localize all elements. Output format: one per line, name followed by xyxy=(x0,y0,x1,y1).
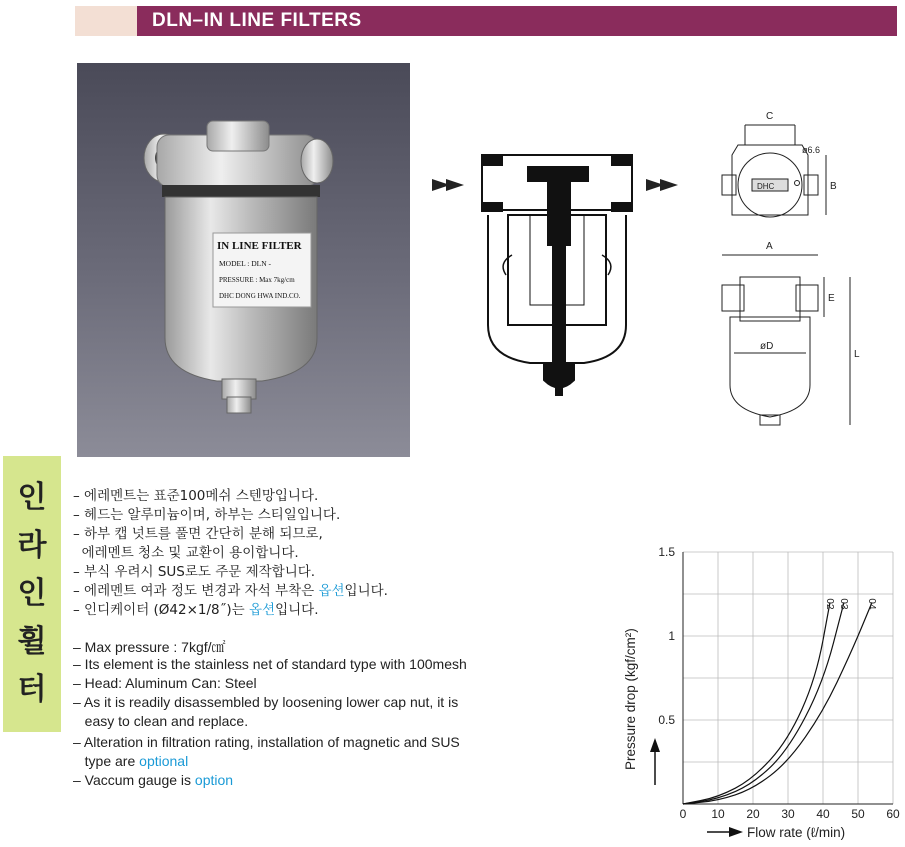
side-tab-char: 휠 xyxy=(17,624,47,659)
chart-grid xyxy=(683,552,893,804)
label-model: MODEL : DLN - xyxy=(219,259,272,268)
dim-phid-label: øD xyxy=(760,341,774,352)
series-label: 03 xyxy=(838,598,849,610)
x-tick-label: 0 xyxy=(679,807,687,821)
english-option-line xyxy=(73,772,233,788)
side-tab xyxy=(3,456,61,732)
chart-ticks xyxy=(658,545,900,821)
english-line: – Max pressure : 7kgf/㎠ xyxy=(73,639,226,655)
dim-dhc-label: DHC xyxy=(757,182,775,191)
x-tick-label: 40 xyxy=(816,807,830,821)
series-line-03 xyxy=(683,602,844,804)
label-brand: IN LINE FILTER xyxy=(217,240,302,252)
dim-phi66-label: ø6.6 xyxy=(802,145,821,155)
dim-b-label: B xyxy=(830,181,837,192)
english-line: – As it is readily disassembled by loosening lower cap nut, it is xyxy=(73,694,459,710)
technical-drawings xyxy=(420,95,890,455)
korean-indicator-line xyxy=(73,598,319,618)
korean-line: – 부식 우려시 SUS로도 주문 제작합니다. xyxy=(73,564,316,580)
korean-option-line xyxy=(73,579,388,599)
label-maker: DHC DONG HWA IND.CO. xyxy=(219,292,301,300)
series-label: 04 xyxy=(866,598,877,610)
x-tick-label: 10 xyxy=(711,807,725,821)
series-line-04 xyxy=(683,602,872,804)
x-axis-label: Flow rate (ℓ/min) xyxy=(747,825,846,840)
option-highlight: 옵션 xyxy=(249,602,276,618)
product-photo xyxy=(77,63,410,457)
dim-a-label: A xyxy=(766,241,773,252)
option-highlight: option xyxy=(194,772,234,788)
korean-line: 에레멘트 청소 및 교환이 용이합니다. xyxy=(73,545,299,561)
dim-l-label: L xyxy=(854,349,860,360)
y-axis-arrow xyxy=(650,738,660,785)
top-view-drawing xyxy=(722,111,837,217)
side-tab-char: 인 xyxy=(17,480,47,515)
side-tab-char: 인 xyxy=(17,576,47,611)
korean-line: – 에레멘트는 표준100메쉬 스텐망입니다. xyxy=(73,488,319,504)
dim-c-label: C xyxy=(766,111,774,122)
side-view-drawing xyxy=(722,241,860,425)
x-tick-label: 20 xyxy=(746,807,760,821)
side-tab-char: 터 xyxy=(17,672,47,707)
x-axis-arrow xyxy=(707,827,743,837)
text: 입니다. xyxy=(275,602,319,618)
y-tick-label: 1 xyxy=(668,629,675,643)
filter-illustration xyxy=(77,63,410,457)
x-tick-label: 60 xyxy=(886,807,900,821)
cross-section xyxy=(482,155,632,395)
chart-series xyxy=(683,598,877,804)
english-line: – Head: Aluminum Can: Steel xyxy=(73,675,257,691)
side-tab-char: 라 xyxy=(17,528,47,563)
x-tick-label: 30 xyxy=(781,807,795,821)
text: – Vaccum gauge is xyxy=(73,772,195,788)
english-optional-line xyxy=(73,753,188,769)
text: type are xyxy=(73,753,140,769)
english-line: – Its element is the stainless net of standard type with 100mesh xyxy=(73,656,467,672)
english-line: easy to clean and replace. xyxy=(73,713,249,729)
x-tick-label: 50 xyxy=(851,807,865,821)
option-highlight: 옵션 xyxy=(318,583,345,599)
korean-line: – 헤드는 알루미늄이며, 하부는 스티일입니다. xyxy=(73,507,341,523)
text: – 인디케이터 (Ø42×1/8˝)는 xyxy=(73,602,249,618)
flow-out-arrow xyxy=(646,179,678,191)
series-label: 02 xyxy=(824,598,835,610)
flow-in-arrow xyxy=(432,179,464,191)
series-line-02 xyxy=(683,602,830,804)
text: – 에레멘트 여과 정도 변경과 자석 부착은 xyxy=(73,583,319,599)
label-pressure: PRESSURE : Max 7kg/cm xyxy=(219,276,295,284)
option-highlight: optional xyxy=(139,753,189,769)
y-axis-label: Pressure drop (kgf/cm²) xyxy=(623,628,638,770)
page-title: DLN–IN LINE FILTERS xyxy=(152,10,362,31)
header-accent xyxy=(75,6,137,36)
english-line: – Alteration in filtration rating, installation of magnetic and SUS xyxy=(73,734,460,750)
pressure-drop-chart xyxy=(615,540,900,840)
y-tick-label: 0.5 xyxy=(658,713,675,727)
y-tick-label: 1.5 xyxy=(658,545,675,559)
text: 입니다. xyxy=(344,583,388,599)
dim-e-label: E xyxy=(828,293,835,304)
korean-line: – 하부 캡 넛트를 풀면 간단히 분해 되므로, xyxy=(73,526,323,542)
